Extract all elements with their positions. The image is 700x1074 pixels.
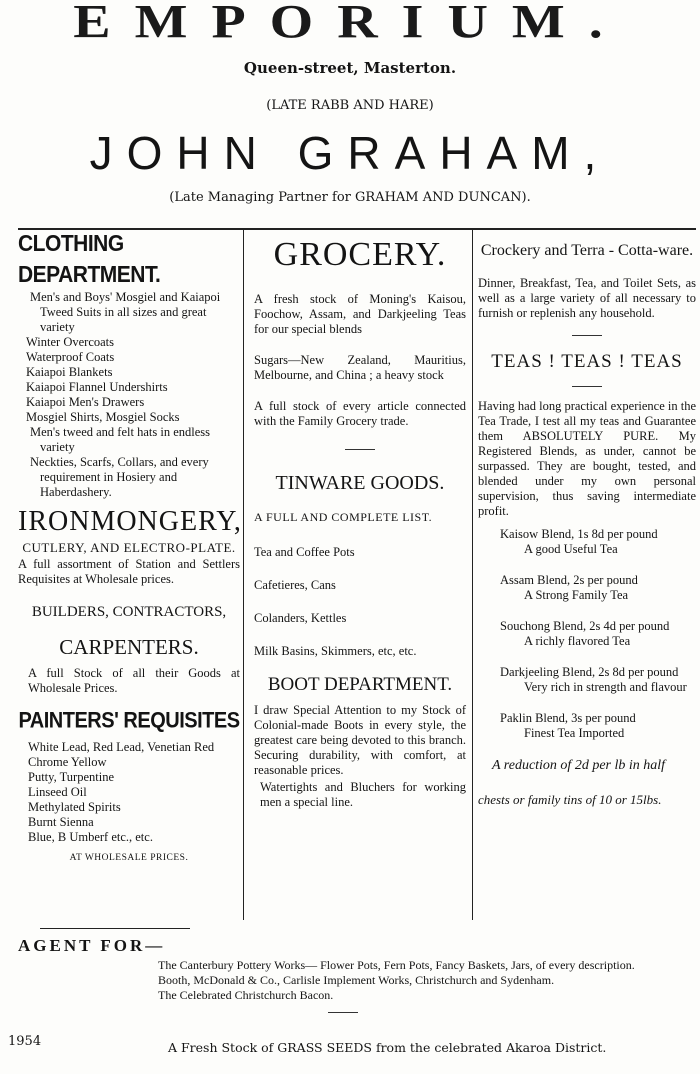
clothing-item: Mosgiel Shirts, Mosgiel Socks xyxy=(26,410,180,424)
blend-name: Paklin Blend, 3s per pound xyxy=(500,711,636,725)
tinware-item: Tea and Coffee Pots xyxy=(254,545,355,559)
blend-desc: A richly flavored Tea xyxy=(524,634,631,648)
teas-heading: TEAS ! TEAS ! TEAS xyxy=(491,351,683,372)
clothing-item: Neckties, Scarfs, Collars, and every requirement in Hosiery and Haberdashery. xyxy=(30,455,209,499)
tinware-item: Colanders, Kettles xyxy=(254,611,347,625)
painters-item: Methylated Spirits xyxy=(28,800,121,814)
blend-desc: A good Useful Tea xyxy=(524,542,618,556)
blend-name: Assam Blend, 2s per pound xyxy=(500,573,638,587)
tinware-heading: TINWARE GOODS. xyxy=(275,472,445,494)
right-column xyxy=(478,236,696,809)
address: Queen-street, Masterton. xyxy=(243,59,457,77)
blend-item xyxy=(478,619,696,649)
blend-item xyxy=(478,573,696,603)
crockery-heading: Crockery and Terra - Cotta-ware. xyxy=(480,242,694,259)
grocery-text-2: Sugars—New Zealand, Mauritius, Melbourne, and China ; a heavy stock xyxy=(254,353,466,382)
grocery-text-3: A full stock of every article connected with the Family Grocery trade. xyxy=(254,399,466,428)
builders-heading: BUILDERS, CONTRACTORS, xyxy=(31,604,227,620)
agent-line: The Canterbury Pottery Works— Flower Pots, Fern Pots, Fancy Baskets, Jars, of every description. xyxy=(158,958,635,972)
painters-heading: PAINTERS' REQUISITES xyxy=(18,708,240,734)
carpenters-heading: CARPENTERS. xyxy=(59,635,199,659)
masthead-title: EMPORIUM. xyxy=(73,0,627,49)
tinware-item: Cafetieres, Cans xyxy=(254,578,336,592)
clothing-item: Winter Overcoats xyxy=(26,335,115,349)
boot-text-1: I draw Special Attention to my Stock of Colonial-made Boots in every style, the greatest care being devoted to this branch. Securing durability, with comfort, at reasonable prices. xyxy=(254,703,466,777)
reduction-line-2: chests or family tins of 10 or 15lbs. xyxy=(478,792,662,807)
blend-desc: A Strong Family Tea xyxy=(524,588,629,602)
tinware-item: Milk Basins, Skimmers, etc, etc. xyxy=(254,644,417,658)
clothing-item: Waterproof Coats xyxy=(26,350,115,364)
clothing-item: Men's and Boys' Mosgiel and Kaiapoi Tweed Suits in all sizes and great variety xyxy=(30,290,221,334)
painters-item: Burnt Sienna xyxy=(28,815,94,829)
agent-list xyxy=(158,958,698,1003)
left-column xyxy=(18,232,240,866)
blend-desc: Finest Tea Imported xyxy=(524,726,625,740)
painters-item: Putty, Turpentine xyxy=(28,770,115,784)
clothing-item: Men's tweed and felt hats in endless variety xyxy=(30,425,210,454)
blend-list xyxy=(478,527,696,741)
agent-line: Booth, McDonald & Co., Carlisle Implement Works, Christchurch and Sydenham. xyxy=(158,973,555,987)
bottom-rule xyxy=(40,928,190,929)
divider xyxy=(572,386,602,387)
ad-number: 1954 xyxy=(8,1034,42,1049)
boot-text-2: Watertights and Bluchers for working men a special line. xyxy=(260,780,466,809)
blend-item xyxy=(478,527,696,557)
blend-item xyxy=(478,665,696,695)
agent-line: The Celebrated Christchurch Bacon. xyxy=(158,988,334,1002)
middle-column xyxy=(254,232,466,810)
proprietor-note: (Late Managing Partner for GRAHAM AND DUNCAN). xyxy=(169,190,531,205)
painters-item: Linseed Oil xyxy=(28,785,87,799)
divider xyxy=(345,449,375,450)
ironmongery-text: A full assortment of Station and Settlers Requisites at Wholesale prices. xyxy=(18,557,240,586)
blend-item xyxy=(478,711,696,741)
painters-item: White Lead, Red Lead, Venetian Red xyxy=(28,740,215,754)
painters-footer: AT WHOLESALE PRICES. xyxy=(69,853,189,863)
clothing-heading: CLOTHING DEPARTMENT. xyxy=(18,231,161,288)
column-rule-2 xyxy=(472,230,473,920)
ironmongery-sub: CUTLERY, AND ELECTRO-PLATE. xyxy=(22,540,236,555)
proprietor-name: JOHN GRAHAM, xyxy=(89,127,611,179)
divider xyxy=(328,1012,358,1013)
clothing-item: Kaiapoi Flannel Undershirts xyxy=(26,380,168,394)
painters-item: Chrome Yellow xyxy=(28,755,107,769)
tinware-sub: A FULL AND COMPLETE LIST. xyxy=(254,510,433,524)
builders-text: A full Stock of all their Goods at Wholesale Prices. xyxy=(28,666,240,695)
blend-name: Kaisow Blend, 1s 8d per pound xyxy=(500,527,658,541)
column-rule-1 xyxy=(243,230,244,920)
clothing-item: Kaiapoi Men's Drawers xyxy=(26,395,145,409)
divider xyxy=(572,335,602,336)
late-names: (LATE RABB AND HARE) xyxy=(266,98,434,113)
grass-seeds-line: A Fresh Stock of GRASS SEEDS from the celebrated Akaroa District. xyxy=(168,1040,607,1055)
ironmongery-heading: IRONMONGERY, xyxy=(18,506,242,537)
crockery-text: Dinner, Breakfast, Tea, and Toilet Sets, as well as a large variety of all necessary to furnish or replenish any household. xyxy=(478,276,696,320)
grocery-text-1: A fresh stock of Moning's Kaisou, Foochow, Assam, and Darkjeeling Teas for our special blends xyxy=(254,292,466,336)
boot-heading: BOOT DEPARTMENT. xyxy=(267,674,453,695)
agent-heading: AGENT FOR— xyxy=(18,936,166,955)
grocery-heading: GROCERY. xyxy=(273,236,447,273)
reduction-line-1: A reduction of 2d per lb in half xyxy=(492,758,666,773)
blend-name: Darkjeeling Blend, 2s 8d per pound xyxy=(500,665,679,679)
painters-item: Blue, B Umberf etc., etc. xyxy=(28,830,153,844)
teas-text: Having had long practical experience in the Tea Trade, I test all my teas and Guarantee them ABSOLUTELY PURE. My Registered Blends, as under, cannot be surpassed. They are bought, tested, and blended under my own personal supervision, thus saving intermediate profit. xyxy=(478,399,696,518)
clothing-item: Kaiapoi Blankets xyxy=(26,365,113,379)
blend-desc: Very rich in strength and flavour xyxy=(524,680,687,694)
blend-name: Souchong Blend, 2s 4d per pound xyxy=(500,619,670,633)
